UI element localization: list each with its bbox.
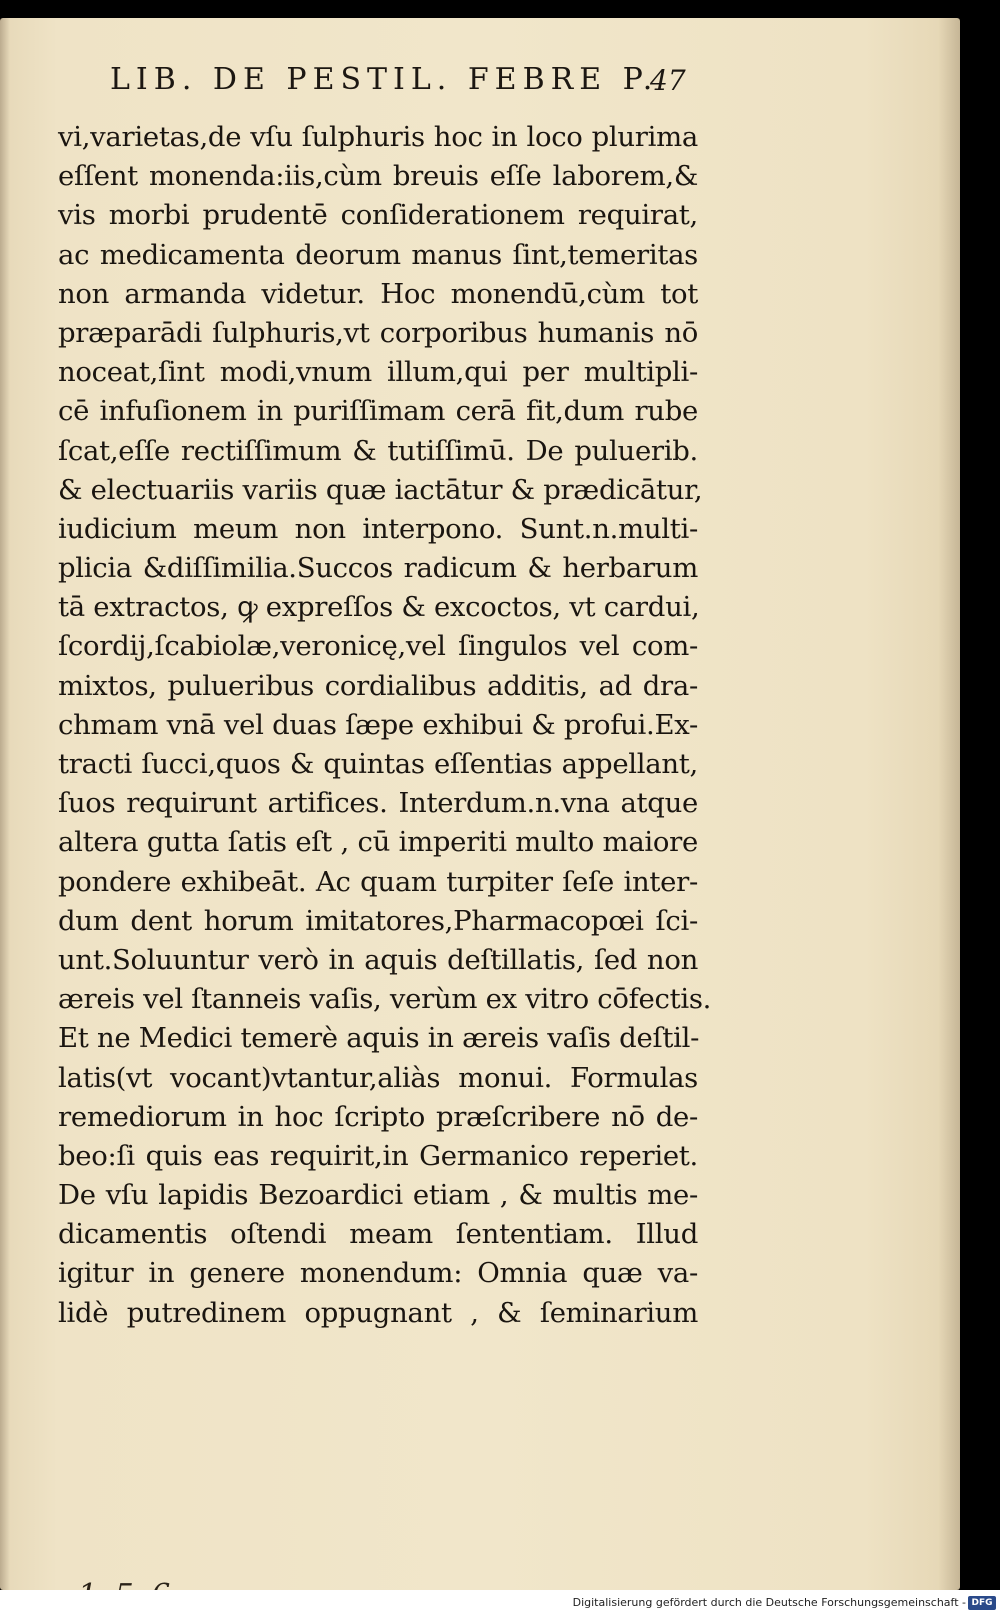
text-line: non armanda videtur. Hoc monendū,cùm tot: [58, 277, 698, 310]
text-line: & electuariis variis quæ iactātur & prædicātur,: [58, 473, 703, 506]
text-line: ac medicamenta deorum manus ſint,temeritas: [58, 238, 698, 271]
page-edge-shadow: [938, 18, 960, 1590]
text-line: igitur in genere monendum: Omnia quæ va-: [58, 1257, 698, 1290]
footer-strip: [0, 1590, 1000, 1613]
folio-number: 47: [650, 64, 686, 97]
body-text: [58, 118, 712, 1333]
running-header: LIB. DE PESTIL. FEBRE P.: [110, 62, 659, 97]
text-line: lidè putredinem oppugnant , & ſeminarium: [58, 1296, 698, 1329]
text-line: æreis vel ſtanneis vaſis, verùm ex vitro cōfectis.: [58, 983, 712, 1016]
text-line: ſcordij,ſcabiolæ,veronicę,vel ſingulos vel com-: [58, 630, 698, 663]
text-line: tā extractos, ꝙ expreſſos & excoctos, vt cardui,: [58, 591, 700, 624]
text-line: altera gutta ſatis eſt , cū imperiti multo maiore: [58, 826, 698, 859]
text-line: beo:ſi quis eas requirit,in Germanico reperiet.: [58, 1139, 698, 1172]
text-line: Et ne Medici temerè aquis in æreis vaſis deſtil-: [58, 1022, 700, 1055]
text-line: mixtos, pulueribus cordialibus additis, ad dra-: [58, 669, 698, 702]
text-line: plicia &diſſimilia.Succos radicum & herbarum: [58, 552, 698, 585]
text-line: iudicium meum non interpono. Sunt.n.multi-: [58, 512, 698, 545]
text-line: tracti ſucci,quos & quintas eſſentias appellant,: [58, 748, 698, 780]
text-line: cē infuſionem in puriſſimam cerā fit,dum rube: [58, 395, 698, 428]
text-line: De vſu lapidis Bezoardici etiam , & multis me-: [58, 1179, 698, 1212]
text-line: pondere exhibeāt. Ac quam turpiter ſeſe inter-: [58, 865, 698, 898]
text-line: ſcat,eſſe rectiſſimum & tutiſſimū. De puluerib.: [58, 434, 698, 467]
page-gutter-shadow: [0, 18, 10, 1590]
text-line: præparādi ſulphuris,vt corporibus humanis nō: [58, 316, 698, 349]
text-line: ſuos requirunt artifices. Interdum.n.vna atque: [58, 787, 698, 820]
digitization-credit: Digitalisierung gefördert durch die Deutsche Forschungsgemeinschaft -: [572, 1596, 966, 1609]
text-line: chmam vnā vel duas ſæpe exhibui & profui.Ex-: [58, 708, 698, 741]
text-line: dicamentis oſtendi meam ſententiam. Illud: [58, 1218, 698, 1251]
text-line: dum dent horum imitatores,Pharmacopœi ſci-: [58, 904, 698, 937]
text-line: remediorum in hoc ſcripto præſcribere nō de-: [58, 1100, 698, 1133]
text-line: vi,varietas,de vſu ſulphuris hoc in loco plurima: [58, 121, 698, 153]
book-page: [0, 18, 960, 1590]
text-line: unt.Soluuntur verò in aquis deſtillatis, ſed non: [58, 943, 698, 976]
text-line: eſſent monenda:iis,cùm breuis eſſe laborem,&: [58, 160, 698, 193]
text-line: vis morbi prudentē conſiderationem requirat,: [58, 199, 698, 232]
dfg-logo-icon: DFG: [968, 1596, 996, 1610]
text-line: latis(vt vocant)vtantur,aliàs monui. Formulas: [58, 1061, 698, 1094]
text-line: noceat,ſint modi,vnum illum,qui per multipli-: [58, 356, 698, 389]
